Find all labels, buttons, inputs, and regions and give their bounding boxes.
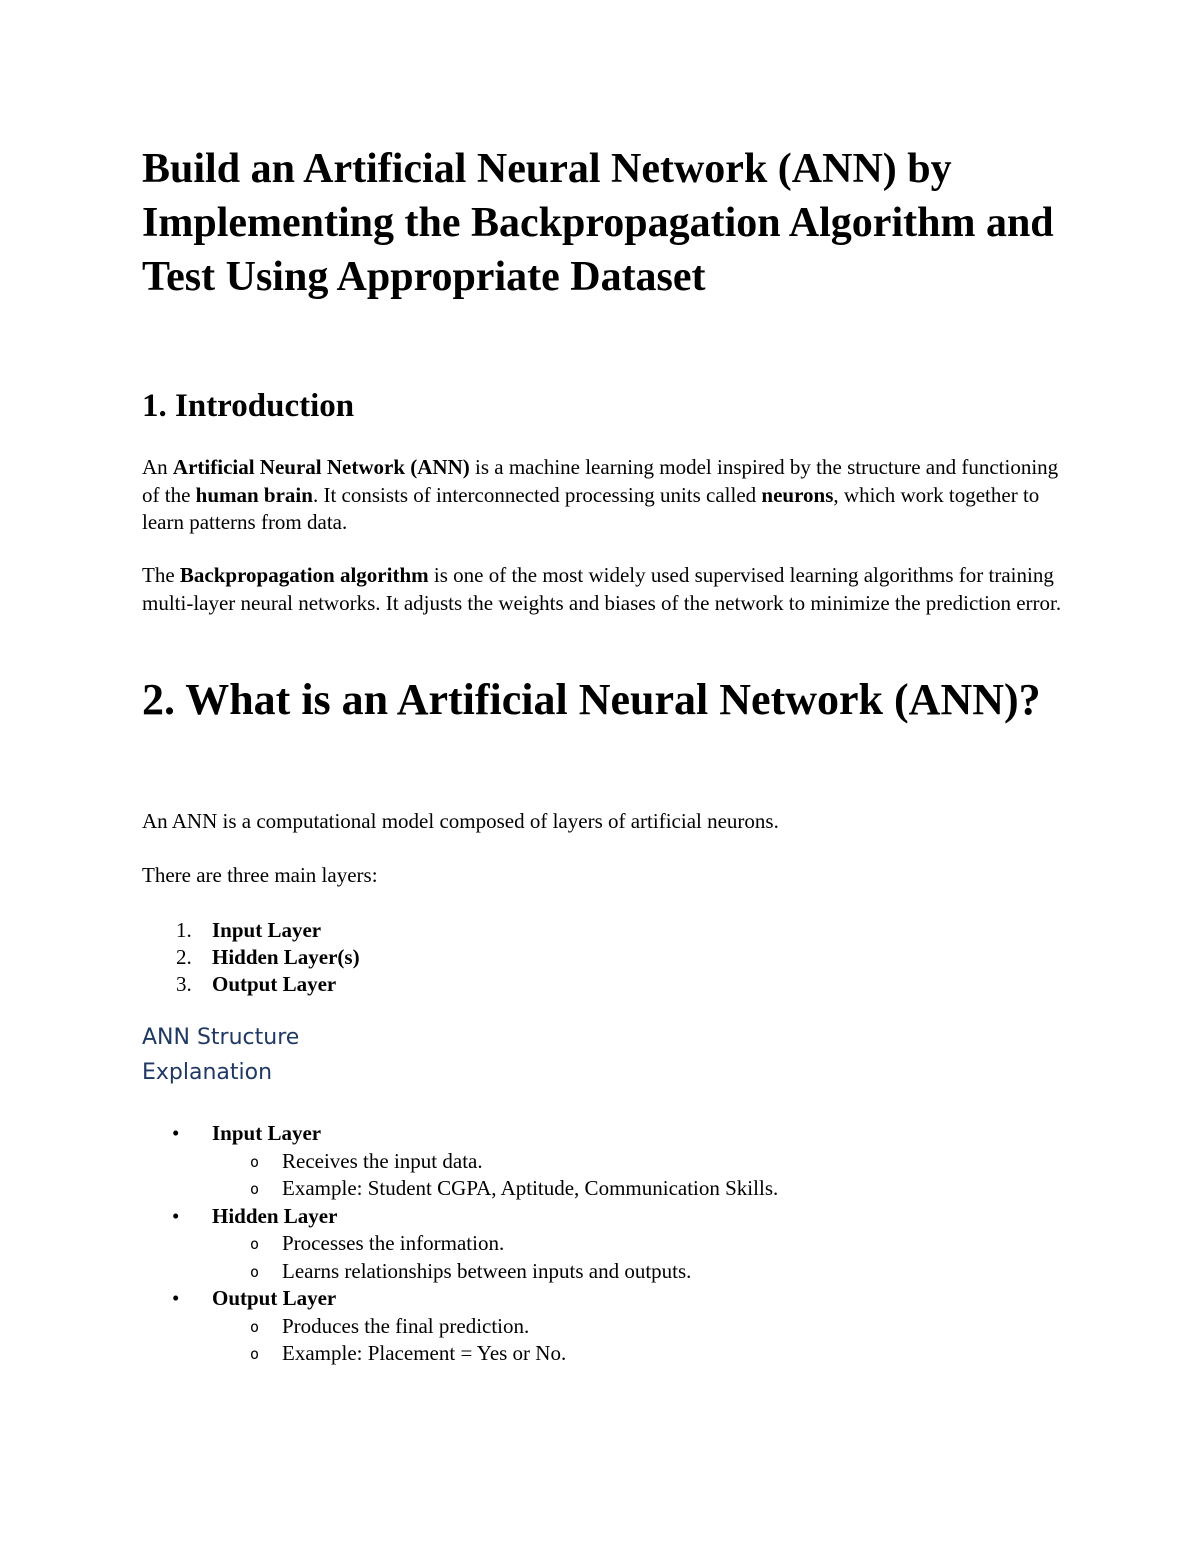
ann-definition-paragraph: An ANN is a computational model composed of layers of artificial neurons.: [142, 809, 779, 833]
bullet-icon: •: [172, 1121, 180, 1145]
sub-list-item: o Receives the input data.: [212, 1148, 778, 1176]
list-item: 2. Hidden Layer(s): [176, 945, 360, 969]
sub-list: [212, 1230, 778, 1285]
document-title: Build an Artificial Neural Network (ANN) by Implementing the Backpropagation Algorithm and Test Using Appropriate Dataset: [142, 146, 1054, 300]
circle-bullet-icon: o: [250, 1180, 260, 1198]
section-heading-introduction: 1. Introduction: [142, 388, 355, 424]
circle-bullet-icon: o: [250, 1345, 260, 1363]
sub-list: [212, 1313, 778, 1368]
sub-list-item: o Example: Placement = Yes or No.: [212, 1340, 778, 1368]
circle-bullet-icon: o: [250, 1152, 260, 1171]
bullet-icon: •: [172, 1286, 180, 1310]
layers-intro-paragraph: There are three main layers:: [142, 863, 378, 887]
sub-list-item: o Example: Student CGPA, Aptitude, Communication Skills.: [212, 1175, 778, 1203]
section-heading-what-is-ann: 2. What is an Artificial Neural Network (ANN)?: [142, 675, 1041, 724]
list-item: • Input Layer o Receives the input data. o Example: Student CGPA, Aptitude, Communication Skills.: [142, 1120, 778, 1203]
list-item: • Output Layer o Produces the final prediction. o Example: Placement = Yes or No.: [142, 1285, 778, 1368]
subsection-heading-ann-structure: ANN Structure Explanation: [142, 1025, 300, 1085]
circle-bullet-icon: o: [250, 1235, 260, 1253]
sub-list-item: o Processes the information.: [212, 1230, 778, 1258]
list-item: 3. Output Layer: [176, 972, 337, 996]
list-item: 1. Input Layer: [176, 918, 322, 942]
circle-bullet-icon: o: [250, 1317, 260, 1336]
intro-paragraph-2: The Backpropagation algorithm is one of the most widely used supervised learning algorithms for training multi-layer neural networks. It adjusts the weights and biases of the network to minimize the prediction error.: [142, 563, 1062, 615]
list-item: • Hidden Layer o Processes the information. o Learns relationships between inputs and outputs.: [142, 1203, 778, 1286]
sub-list-item: o Produces the final prediction.: [212, 1313, 778, 1341]
structure-bullet-list: [142, 1120, 778, 1368]
bullet-icon: •: [172, 1203, 180, 1228]
sub-list-item: o Learns relationships between inputs and outputs.: [212, 1258, 778, 1286]
intro-paragraph-1: An Artificial Neural Network (ANN) is a machine learning model inspired by the structure and functioning of the human brain. It consists of interconnected processing units called neurons, which work together to learn patterns from data.: [142, 455, 1059, 534]
sub-list: [212, 1148, 778, 1203]
layers-numbered-list: [142, 917, 360, 998]
circle-bullet-icon: o: [250, 1262, 260, 1281]
